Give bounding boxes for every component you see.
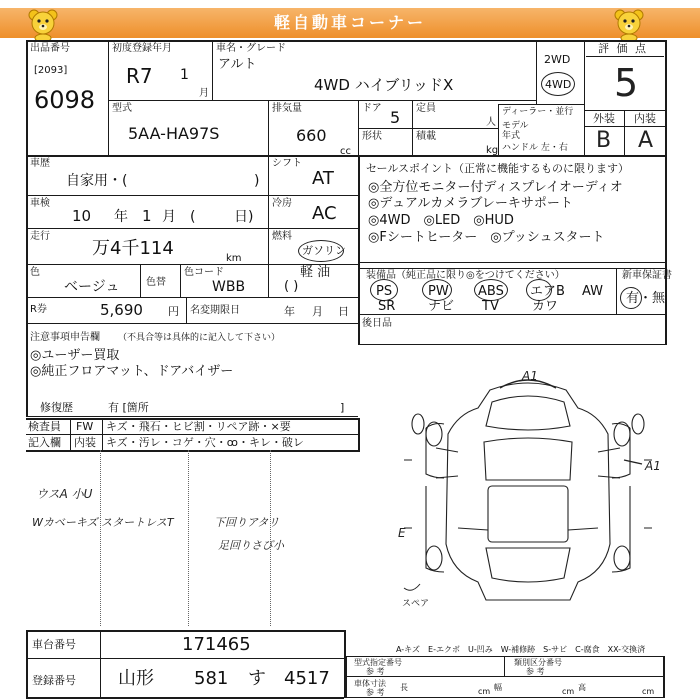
inspector-label: 検査員: [28, 420, 61, 433]
size-label: 車体寸法: [354, 679, 386, 688]
katashiki-label: 型式指定番号: [354, 658, 402, 667]
address-year: 年: [284, 305, 295, 318]
size-cm-unit: cm: [562, 687, 575, 696]
ruibetsu-label: 類別区分番号: [514, 658, 562, 667]
address-label: 名変期限日: [190, 305, 240, 316]
banner: [0, 8, 700, 38]
type-value: 5AA-HA97S: [128, 124, 220, 143]
equipment-label: 装備品（純正品に限り◎をつけてください）: [366, 270, 565, 281]
notes-label: 注意事項申告欄: [30, 332, 100, 343]
sales-label: セールスポイント（正常に機能するものに限ります）: [366, 162, 630, 175]
address-month: 月: [312, 305, 323, 318]
damage-code-top: A1: [522, 369, 538, 383]
grade-ext: B: [596, 128, 612, 153]
warranty-label: 新車保証書: [622, 270, 672, 281]
sales-item: ◎4WD ◎LED ◎HUD: [368, 213, 514, 228]
fw-label: FW: [76, 420, 94, 433]
dealer-year-label: 年式: [502, 131, 521, 141]
writer-label: 記入欄: [28, 436, 61, 449]
equip-sr: SR: [378, 299, 396, 314]
loading-label: 積載: [416, 131, 436, 142]
dealer-model-label: モデル: [502, 121, 529, 131]
drive-value: 4WD: [545, 78, 572, 91]
bear-mascot-icon: [26, 8, 60, 42]
dealer-label: ディーラー・並行: [502, 107, 574, 117]
warranty-value: 有・無: [626, 291, 666, 306]
equip-circle: [422, 279, 452, 301]
equip-navi: ナビ: [428, 299, 455, 314]
sales-item: ◎全方位モニター付ディスプレイオーディオ: [368, 180, 623, 195]
lot-label: 出品番号: [30, 43, 70, 54]
size-sanko: 参 考: [366, 688, 385, 697]
fw-codes: キズ・飛石・ヒビ割・リペア跡・×要: [106, 420, 291, 433]
displacement-value: 660: [296, 126, 327, 145]
inspection-month-unit: 月: [162, 209, 176, 225]
chassis-label: 車台番号: [32, 638, 76, 651]
equip-circle: [474, 279, 508, 301]
notes-item: ◎ユーザー買取: [30, 348, 120, 363]
equip-aw: AW: [582, 284, 604, 299]
history-close: ): [254, 173, 260, 189]
equip-ps: PS: [376, 284, 393, 299]
capacity-unit: 人: [486, 117, 496, 128]
type-label: 型式: [112, 103, 132, 114]
color-paren: ( ): [284, 279, 299, 294]
grade-int: A: [638, 128, 654, 153]
notes-sub: （不具合等は具体的に記入して下さい）: [118, 333, 281, 343]
address-day: 日: [338, 305, 349, 318]
plate-label: 登録番号: [32, 674, 76, 687]
mileage-label: 走行: [30, 231, 50, 242]
size-cm-unit: cm: [478, 687, 491, 696]
equip-abs: ABS: [478, 284, 504, 299]
size-length-label: 長: [400, 683, 408, 692]
inspection-month: 1: [142, 207, 152, 225]
notes-item: ◎純正フロアマット、ドアバイザー: [30, 364, 234, 379]
displacement-label: 排気量: [272, 103, 302, 114]
model-grade: 4WD ハイブリッドX: [314, 76, 454, 94]
bear-mascot-icon: [612, 8, 646, 42]
rear-label: 後日品: [362, 318, 392, 329]
capacity-label: 定員: [416, 103, 436, 114]
banner-title: 軽自動車コーナー: [273, 13, 426, 32]
color-change-label: 色替: [146, 277, 166, 288]
history-value: 自家用・(: [66, 173, 128, 189]
color-code-label: 色コード: [184, 267, 224, 278]
plate-class: 581: [194, 668, 229, 689]
damage-code-left: E: [398, 526, 406, 540]
equip-airbag: エアB: [530, 284, 565, 299]
fuel-diesel: 軽 油: [300, 265, 331, 280]
equip-circle: [526, 279, 552, 301]
inspection-day-open: (: [190, 209, 196, 225]
handwritten-note: Wカベーキズ スタートレスT: [32, 516, 174, 529]
recycle-value: 5,690: [100, 301, 143, 319]
equip-circle: [370, 279, 398, 301]
aircon-label: 冷房: [272, 198, 292, 209]
history-label: 車歴: [30, 158, 50, 169]
grade-score: 5: [614, 61, 639, 105]
inspection-label: 車検: [30, 198, 50, 209]
in-label: 内装: [74, 436, 96, 449]
grade-label: 評 価 点: [598, 42, 648, 55]
ruibetsu-sanko: 参 考: [526, 667, 545, 676]
sales-item: ◎Fシートヒーター ◎プッシュスタート: [368, 230, 605, 245]
mileage-value: 万4千114: [92, 238, 174, 259]
aircon-value: AC: [312, 203, 337, 224]
handwritten-note: 足回りさび小: [218, 539, 284, 552]
first-reg-era: R7: [126, 64, 153, 88]
doors-value: 5: [390, 108, 401, 127]
mileage-unit: km: [226, 253, 242, 264]
lot-number: 6098: [34, 86, 96, 114]
first-reg-month: 1: [180, 67, 189, 83]
loading-unit: kg: [486, 145, 499, 156]
recycle-unit: 円: [168, 305, 179, 318]
repair-close: ]: [340, 401, 345, 414]
inspection-year: 10: [72, 207, 92, 225]
handwritten-note: 下回りアタリ: [214, 516, 280, 529]
fuel-label: 燃料: [272, 231, 292, 242]
first-reg-label: 初度登録年月: [112, 43, 172, 54]
warranty-circle: [620, 287, 642, 309]
size-cm-unit: cm: [642, 687, 655, 696]
size-width-label: 幅: [494, 683, 502, 692]
first-reg-month-unit: 月: [199, 88, 209, 99]
sales-item: ◎デュアルカメラブレーキサポート: [368, 196, 573, 211]
damage-code-side: A1: [645, 459, 661, 473]
fuel-value: ガソリン: [302, 244, 346, 257]
inspection-day-unit: 日): [234, 209, 254, 225]
size-height-label: 高: [578, 683, 586, 692]
repair-value: 有 [箇所: [108, 401, 149, 414]
repair-label: 修復歴: [40, 401, 73, 414]
grade-ext-label: 外装: [593, 112, 615, 125]
equip-leather: カワ: [532, 299, 559, 314]
in-codes: キズ・汚レ・コゲ・穴・ꝏ・キレ・破レ: [106, 436, 304, 449]
chassis-value: 171465: [182, 634, 251, 655]
spare-label: スペア: [402, 599, 430, 609]
displacement-unit: cc: [340, 146, 351, 157]
grade-int-label: 内装: [634, 112, 656, 125]
model-label: 車名・グレード: [216, 43, 286, 54]
shift-value: AT: [312, 168, 334, 189]
drive-2wd-label: 2WD: [544, 53, 571, 66]
plate-number: 4517: [284, 668, 330, 689]
color-code: WBB: [212, 279, 246, 295]
shift-label: シフト: [272, 158, 302, 169]
model-name: アルト: [218, 57, 257, 72]
lot-sub: [2093]: [34, 65, 68, 76]
handwritten-note: ウスA 小U: [36, 487, 93, 501]
color-label: 色: [30, 267, 40, 278]
codes-legend: A-キズ E-エクボ U-凹み W-補修跡 S-サビ C-腐食 XX-交換済: [396, 645, 646, 654]
color-value: ベージュ: [64, 279, 120, 295]
equip-pw: PW: [428, 284, 449, 299]
plate-region: 山形: [118, 668, 154, 689]
car-diagram: [398, 368, 660, 608]
shape-label: 形状: [362, 131, 382, 142]
katashiki-sanko: 参 考: [366, 667, 385, 676]
doors-label: ドア: [362, 103, 382, 114]
inspection-year-unit: 年: [114, 209, 128, 225]
dealer-handle-label: ハンドル 左・右: [502, 143, 568, 153]
recycle-label: R券: [30, 304, 47, 315]
equip-tv: TV: [482, 299, 499, 314]
plate-kana: す: [248, 668, 266, 689]
